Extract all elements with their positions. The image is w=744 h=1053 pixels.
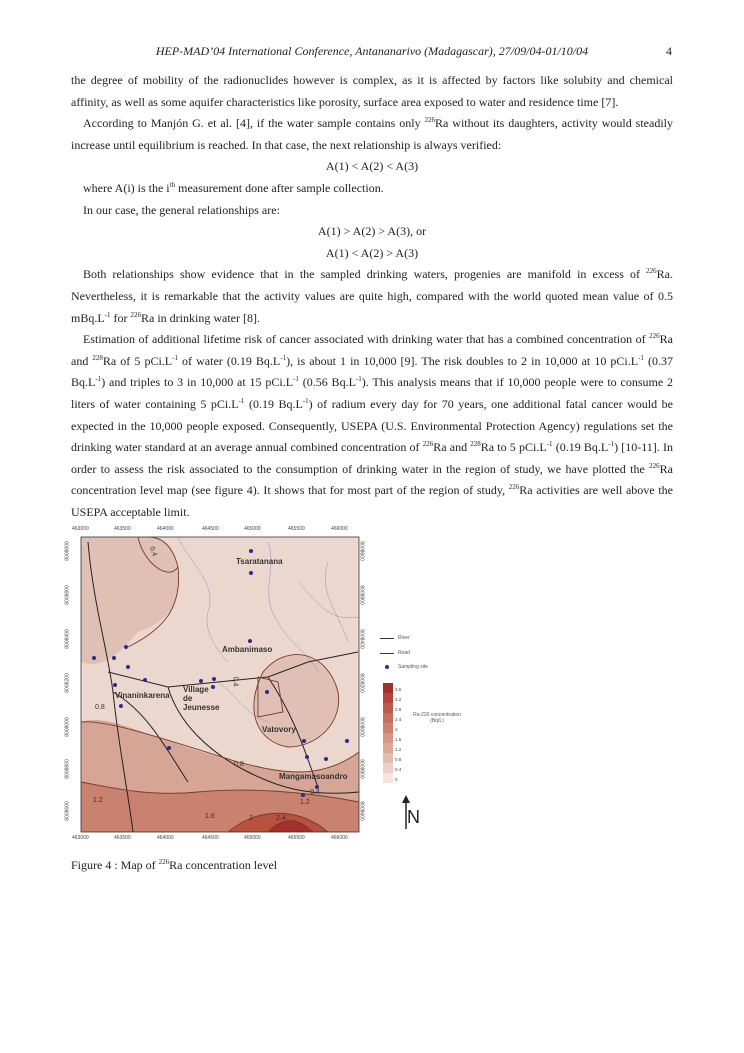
- legend-site: Sampling site: [398, 664, 429, 670]
- y-tick-r1: 8008600: [358, 541, 365, 561]
- paragraph-6: Estimation of additional lifetime risk of cancer associated with drinking water that has a combined concentration of $^{226}$Ra and $^{228}$Ra of 5 $pCi.L^{-1}$ of water (0.19 $Bq.L^{-1}$), is about 1 in 10,000 [9]. The risk doubles to 2 in 10,000 at 10 $pCi.L^{-1}$ (0.37 $Bq.L^{-1}$) and triples to 3 in 10,000 at 15 $pCi.L^{-1}$ (0.56 $Bq.L^{-1}$). This analysis means that if 10,000 people were to consume 2 liters of water containing 5 $pCi.L^{-1}$ (0.19 $Bq.L^{-1}$) of radium every day for 70 years, one additional fatal cancer would be expected in the 10,000 people exposed. Consequently, USEPA (U.S. Environmental Protection Agency) regulations set the drinking water standard at an average annual combined concentration of $^{226}$Ra and $^{228}$Ra to 5 $pCi.L^{-1}$ (0.19 $Bq.L^{-1}$) [10-11]. In order to assess the risk associated to the consumption of drinking water in the region of study, we have plotted the $^{226}$Ra concentration level map (see figure 4). It shows that for most part of the region of study, $^{226}$Ra activities are well above the USEPA acceptable limit.: [71, 332, 674, 519]
- scale-swatch: [383, 743, 393, 753]
- page-number: 4: [666, 44, 672, 58]
- contour-label-9: 2.4: [276, 815, 286, 822]
- x-tick-1: 463000: [72, 526, 89, 532]
- scale-label-1: 3.6: [395, 687, 402, 692]
- header-title: HEP-MAD’04 International Conference, Antananarivo (Madagascar), 27/09/04-01/10/04: [155, 44, 589, 58]
- paragraph-5: Both relationships show evidence that in the sampled drinking waters, progenies are manifold in excess of $^{226}$Ra. Nevertheless, it is remarkable that the activity values are quite high, compared with the world quoted mean value of 0.5 $mBq.L^{-1}$ for $^{226}$Ra in drinking water [8].: [71, 267, 673, 325]
- scale-swatch: [383, 683, 393, 693]
- place-vatovory: Vatovory: [262, 725, 296, 734]
- y-tick-1: 8008600: [64, 541, 71, 561]
- scale-swatch: [383, 693, 393, 703]
- scale-swatch: [383, 753, 393, 763]
- figure-caption: Figure 4 : Map of $^{226}$Ra concentration level: [71, 858, 278, 872]
- map-svg: [68, 522, 380, 844]
- y-tick-2: 8008800: [64, 585, 71, 605]
- concentration-map: [68, 522, 380, 844]
- paragraph-4: In our case, the general relationships are:: [83, 202, 280, 217]
- x-tick-b6: 465500: [288, 835, 305, 841]
- y-tick-5: 8008000: [64, 717, 71, 737]
- y-tick-r7: 8008600: [358, 801, 365, 821]
- y-tick-r2: 8008800: [358, 585, 365, 605]
- river-legend-line: [380, 638, 394, 639]
- scale-swatch: [383, 703, 393, 713]
- equation-3: A(1) < A(2) > A(3): [325, 245, 419, 260]
- scale-label-9: 0.4: [395, 767, 402, 772]
- x-tick-3: 464000: [157, 526, 174, 532]
- north-arrow: [400, 795, 430, 830]
- north-label: N: [407, 807, 420, 827]
- y-tick-3: 8008400: [64, 629, 71, 649]
- scale-label-8: 0.8: [395, 757, 402, 762]
- x-tick-b3: 464000: [157, 835, 174, 841]
- legend-road: Road: [398, 650, 410, 656]
- y-tick-7: 8008600: [64, 801, 71, 821]
- paragraph-3: where A(i) is the $i^{th}$ measurement done after sample collection.: [83, 180, 384, 195]
- x-tick-b4: 464500: [202, 835, 219, 841]
- x-tick-b1: 463000: [72, 835, 89, 841]
- road-legend-line: [380, 653, 394, 654]
- x-tick-2: 463500: [114, 526, 131, 532]
- contour-label-10: 0.4: [310, 789, 320, 796]
- contour-label-5: 1.2: [93, 797, 103, 804]
- x-tick-5: 465000: [244, 526, 261, 532]
- x-tick-b2: 463500: [114, 835, 131, 841]
- contour-label-3: 0.8: [95, 704, 105, 711]
- site-legend-dot: [385, 665, 389, 669]
- scale-label-6: 1.6: [395, 737, 402, 742]
- scale-swatch: [383, 733, 393, 743]
- contour-label-2: 0.4: [231, 676, 239, 687]
- scale-label-5: 2: [395, 727, 398, 732]
- x-tick-b5: 465000: [244, 835, 261, 841]
- contour-label-6: 1.2: [300, 799, 310, 806]
- scale-label-7: 1.2: [395, 747, 402, 752]
- contour-label-1: 0.4: [147, 545, 158, 558]
- x-tick-b7: 466000: [331, 835, 348, 841]
- scale-label-3: 2.8: [395, 707, 402, 712]
- scale-title: Ra-226 concentration (Bq/L): [413, 712, 461, 724]
- y-tick-r4: 8008200: [358, 673, 365, 693]
- contour-label-4: 0.8: [234, 761, 244, 768]
- y-tick-4: 8008200: [64, 673, 71, 693]
- scale-swatch: [383, 713, 393, 723]
- place-tsaratanana: Tsaratanana: [236, 557, 283, 566]
- y-tick-r6: 8008800: [358, 759, 365, 779]
- place-village: Village de Jeunesse: [183, 685, 220, 712]
- scale-label-4: 2.4: [395, 717, 402, 722]
- equation-2: A(1) > A(2) > A(3), or: [317, 224, 427, 239]
- body-text: [71, 70, 673, 523]
- scale-swatch: [383, 773, 393, 783]
- contour-label-8: 2: [249, 815, 253, 822]
- contour-label-7: 1.6: [205, 813, 215, 820]
- place-ambanimaso: Ambanimaso: [222, 645, 273, 654]
- scale-label-10: 0: [395, 777, 398, 782]
- scale-label-2: 3.2: [395, 697, 402, 702]
- x-tick-4: 464500: [202, 526, 219, 532]
- paragraph-1: the degree of mobility of the radionuclides however is complex, as it is affected by factors like solubity and chemical affinity, as well as some aquifer characteristics like porosity, surface area exposed to water and residence time [7].: [71, 73, 673, 109]
- color-scale: [383, 683, 393, 783]
- scale-swatch: [383, 723, 393, 733]
- x-tick-7: 466000: [331, 526, 348, 532]
- y-tick-r3: 8008400: [358, 629, 365, 649]
- y-tick-6: 8008800: [64, 759, 71, 779]
- place-mangamasoandro: Mangamasoandro: [279, 772, 348, 781]
- x-tick-6: 465500: [288, 526, 305, 532]
- legend-river: River: [398, 635, 410, 641]
- equation-1: A(1) < A(2) < A(3): [325, 159, 419, 174]
- y-tick-r5: 8008000: [358, 717, 365, 737]
- place-vinaninkarena: Vinaninkarena: [115, 691, 170, 700]
- scale-swatch: [383, 763, 393, 773]
- paragraph-2: According to Manjón G. et al. [4], if the water sample contains only $^{226}$Ra without its daughters, activity would steadily increase until equilibrium is reached. In that case, the next relationship is always verified:: [71, 116, 673, 152]
